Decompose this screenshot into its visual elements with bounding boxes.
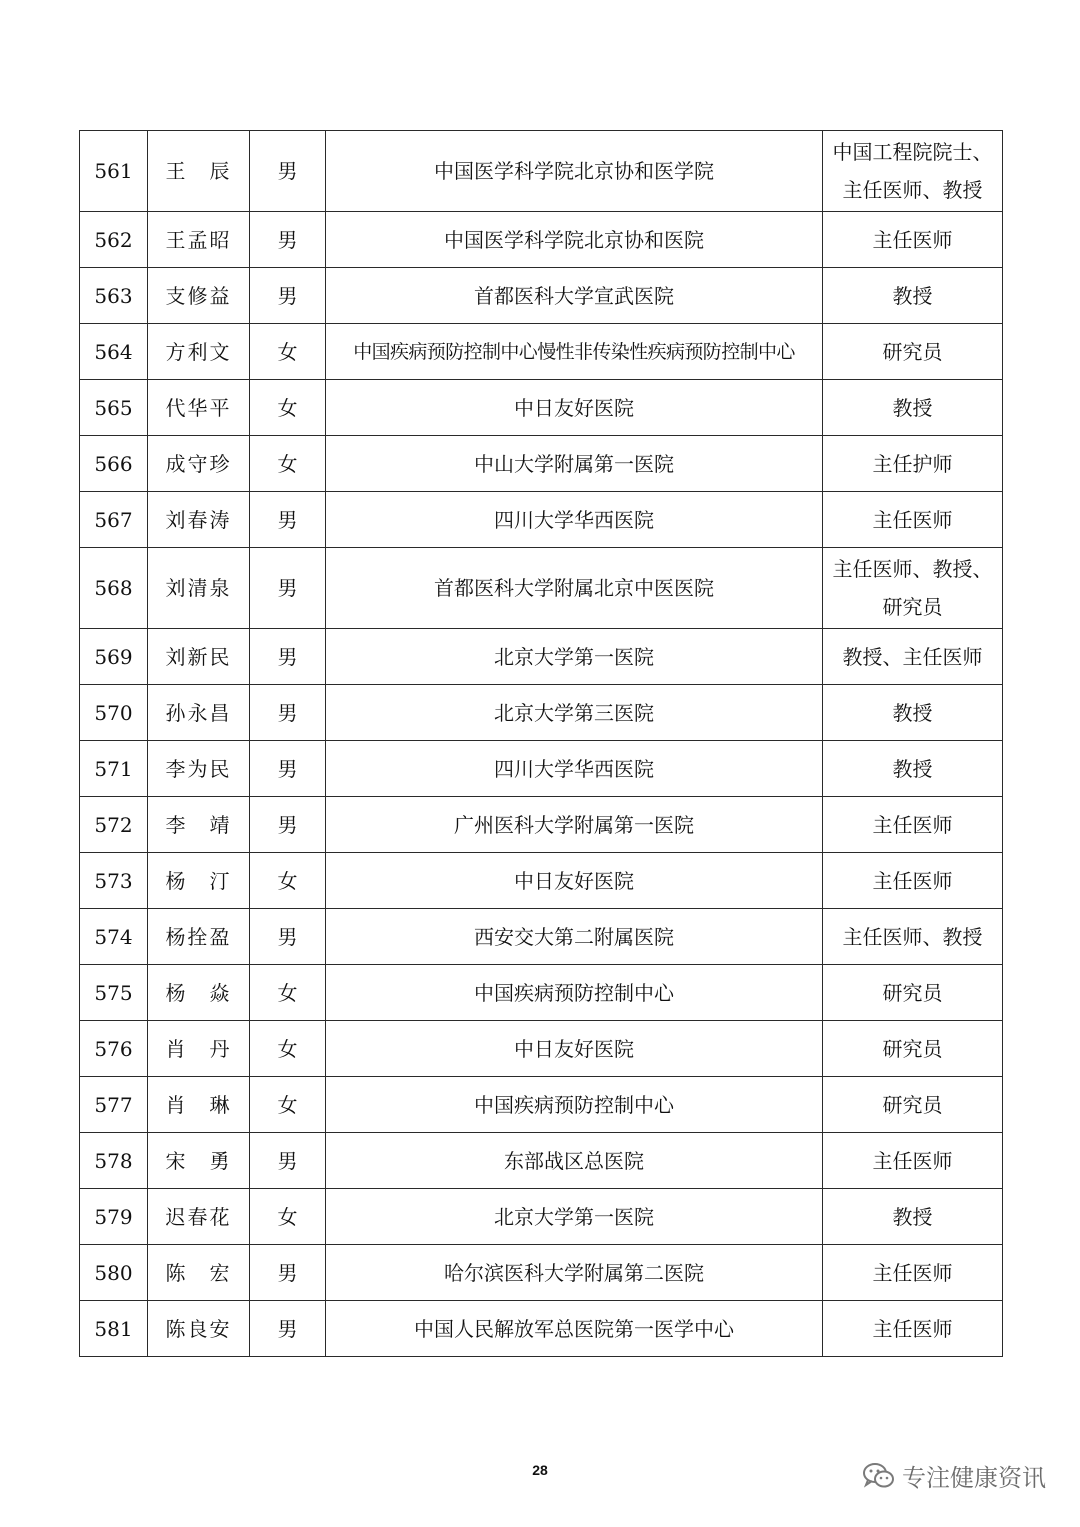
cell-name: 刘清泉 — [148, 548, 250, 629]
cell-title: 主任护师 — [823, 436, 1003, 492]
cell-gender: 女 — [250, 1021, 326, 1077]
cell-gender: 男 — [250, 1245, 326, 1301]
cell-name: 王 辰 — [148, 131, 250, 212]
table-row — [80, 1301, 1003, 1357]
table-row — [80, 1245, 1003, 1301]
cell-unit: 中国疾病预防控制中心 — [326, 1077, 823, 1133]
cell-number: 573 — [80, 853, 148, 909]
title-line: 中国工程院院士、 — [832, 140, 993, 164]
cell-number: 568 — [80, 548, 148, 629]
cell-unit: 广州医科大学附属第一医院 — [326, 797, 823, 853]
cell-number: 572 — [80, 797, 148, 853]
wechat-icon — [862, 1462, 896, 1490]
cell-unit: 中国疾病预防控制中心慢性非传染性疾病预防控制中心 — [326, 324, 823, 380]
cell-number: 569 — [80, 629, 148, 685]
cell-gender: 男 — [250, 131, 326, 212]
table-row — [80, 492, 1003, 548]
cell-gender: 女 — [250, 1077, 326, 1133]
cell-name: 杨拴盈 — [148, 909, 250, 965]
page-number: 28 — [532, 1462, 548, 1478]
cell-gender: 女 — [250, 853, 326, 909]
cell-title — [823, 131, 1003, 212]
cell-number: 580 — [80, 1245, 148, 1301]
cell-unit: 中国人民解放军总医院第一医学中心 — [326, 1301, 823, 1357]
cell-gender: 男 — [250, 1133, 326, 1189]
cell-number: 581 — [80, 1301, 148, 1357]
table-row — [80, 380, 1003, 436]
title-line: 研究员 — [882, 595, 943, 619]
cell-number: 574 — [80, 909, 148, 965]
cell-name: 成守珍 — [148, 436, 250, 492]
title-line: 主任医师、教授 — [842, 178, 983, 202]
table-row — [80, 1133, 1003, 1189]
title-line: 主任医师、教授、 — [832, 557, 993, 581]
cell-title: 教授 — [823, 380, 1003, 436]
cell-gender: 男 — [250, 797, 326, 853]
table-row — [80, 741, 1003, 797]
cell-unit: 北京大学第一医院 — [326, 1189, 823, 1245]
cell-title: 主任医师 — [823, 1301, 1003, 1357]
cell-gender: 男 — [250, 1301, 326, 1357]
table-row — [80, 909, 1003, 965]
cell-number: 577 — [80, 1077, 148, 1133]
cell-gender: 男 — [250, 548, 326, 629]
cell-gender: 女 — [250, 380, 326, 436]
cell-number: 566 — [80, 436, 148, 492]
cell-unit: 首都医科大学附属北京中医医院 — [326, 548, 823, 629]
table-row — [80, 268, 1003, 324]
cell-title — [823, 548, 1003, 629]
cell-number: 561 — [80, 131, 148, 212]
table-row — [80, 965, 1003, 1021]
cell-name: 宋 勇 — [148, 1133, 250, 1189]
table-row — [80, 1021, 1003, 1077]
cell-name: 杨 汀 — [148, 853, 250, 909]
roster-body — [80, 131, 1003, 1357]
cell-title: 研究员 — [823, 324, 1003, 380]
cell-name: 陈良安 — [148, 1301, 250, 1357]
table-row — [80, 853, 1003, 909]
table-row — [80, 797, 1003, 853]
table-row — [80, 1077, 1003, 1133]
cell-title: 主任医师 — [823, 212, 1003, 268]
cell-name: 肖 丹 — [148, 1021, 250, 1077]
cell-unit: 首都医科大学宣武医院 — [326, 268, 823, 324]
cell-name: 支修益 — [148, 268, 250, 324]
cell-title: 主任医师、教授 — [823, 909, 1003, 965]
cell-gender: 女 — [250, 436, 326, 492]
cell-number: 575 — [80, 965, 148, 1021]
table-row — [80, 548, 1003, 629]
cell-number: 576 — [80, 1021, 148, 1077]
cell-title: 研究员 — [823, 1021, 1003, 1077]
cell-unit: 西安交大第二附属医院 — [326, 909, 823, 965]
cell-name: 代华平 — [148, 380, 250, 436]
cell-title: 教授 — [823, 268, 1003, 324]
cell-number: 563 — [80, 268, 148, 324]
cell-name: 陈 宏 — [148, 1245, 250, 1301]
cell-unit: 四川大学华西医院 — [326, 492, 823, 548]
cell-unit: 中国医学科学院北京协和医学院 — [326, 131, 823, 212]
cell-number: 562 — [80, 212, 148, 268]
cell-name: 迟春花 — [148, 1189, 250, 1245]
cell-unit: 哈尔滨医科大学附属第二医院 — [326, 1245, 823, 1301]
cell-gender: 男 — [250, 629, 326, 685]
watermark-text: 专注健康资讯 — [902, 1464, 1046, 1492]
table-row — [80, 131, 1003, 212]
cell-title: 主任医师 — [823, 853, 1003, 909]
cell-unit: 中日友好医院 — [326, 853, 823, 909]
cell-unit: 中国医学科学院北京协和医院 — [326, 212, 823, 268]
cell-unit: 四川大学华西医院 — [326, 741, 823, 797]
cell-name: 刘春涛 — [148, 492, 250, 548]
cell-name: 李为民 — [148, 741, 250, 797]
cell-gender: 男 — [250, 909, 326, 965]
cell-title: 主任医师 — [823, 797, 1003, 853]
cell-number: 565 — [80, 380, 148, 436]
cell-unit: 中国疾病预防控制中心 — [326, 965, 823, 1021]
cell-gender: 男 — [250, 741, 326, 797]
cell-gender: 女 — [250, 965, 326, 1021]
cell-name: 肖 琳 — [148, 1077, 250, 1133]
cell-gender: 男 — [250, 492, 326, 548]
cell-name: 李 靖 — [148, 797, 250, 853]
cell-gender: 男 — [250, 685, 326, 741]
cell-name: 王孟昭 — [148, 212, 250, 268]
cell-number: 567 — [80, 492, 148, 548]
cell-title: 研究员 — [823, 965, 1003, 1021]
cell-title: 教授、主任医师 — [823, 629, 1003, 685]
cell-name: 杨 焱 — [148, 965, 250, 1021]
cell-number: 579 — [80, 1189, 148, 1245]
roster-table — [79, 130, 1003, 1357]
cell-name: 刘新民 — [148, 629, 250, 685]
cell-name: 方利文 — [148, 324, 250, 380]
cell-unit: 中山大学附属第一医院 — [326, 436, 823, 492]
cell-gender: 男 — [250, 268, 326, 324]
cell-unit: 中日友好医院 — [326, 1021, 823, 1077]
cell-gender: 男 — [250, 212, 326, 268]
watermark — [862, 1458, 1046, 1493]
cell-name: 孙永昌 — [148, 685, 250, 741]
cell-unit: 北京大学第三医院 — [326, 685, 823, 741]
cell-title: 主任医师 — [823, 492, 1003, 548]
cell-number: 578 — [80, 1133, 148, 1189]
cell-title: 教授 — [823, 685, 1003, 741]
cell-unit: 中日友好医院 — [326, 380, 823, 436]
cell-title: 主任医师 — [823, 1245, 1003, 1301]
cell-gender: 女 — [250, 324, 326, 380]
cell-title: 教授 — [823, 741, 1003, 797]
cell-title: 教授 — [823, 1189, 1003, 1245]
cell-gender: 女 — [250, 1189, 326, 1245]
cell-unit: 北京大学第一医院 — [326, 629, 823, 685]
table-row — [80, 212, 1003, 268]
cell-number: 564 — [80, 324, 148, 380]
cell-number: 570 — [80, 685, 148, 741]
cell-unit: 东部战区总医院 — [326, 1133, 823, 1189]
cell-title: 研究员 — [823, 1077, 1003, 1133]
cell-title: 主任医师 — [823, 1133, 1003, 1189]
cell-number: 571 — [80, 741, 148, 797]
table-row — [80, 1189, 1003, 1245]
table-row — [80, 685, 1003, 741]
table-row — [80, 436, 1003, 492]
table-row — [80, 629, 1003, 685]
table-row — [80, 324, 1003, 380]
